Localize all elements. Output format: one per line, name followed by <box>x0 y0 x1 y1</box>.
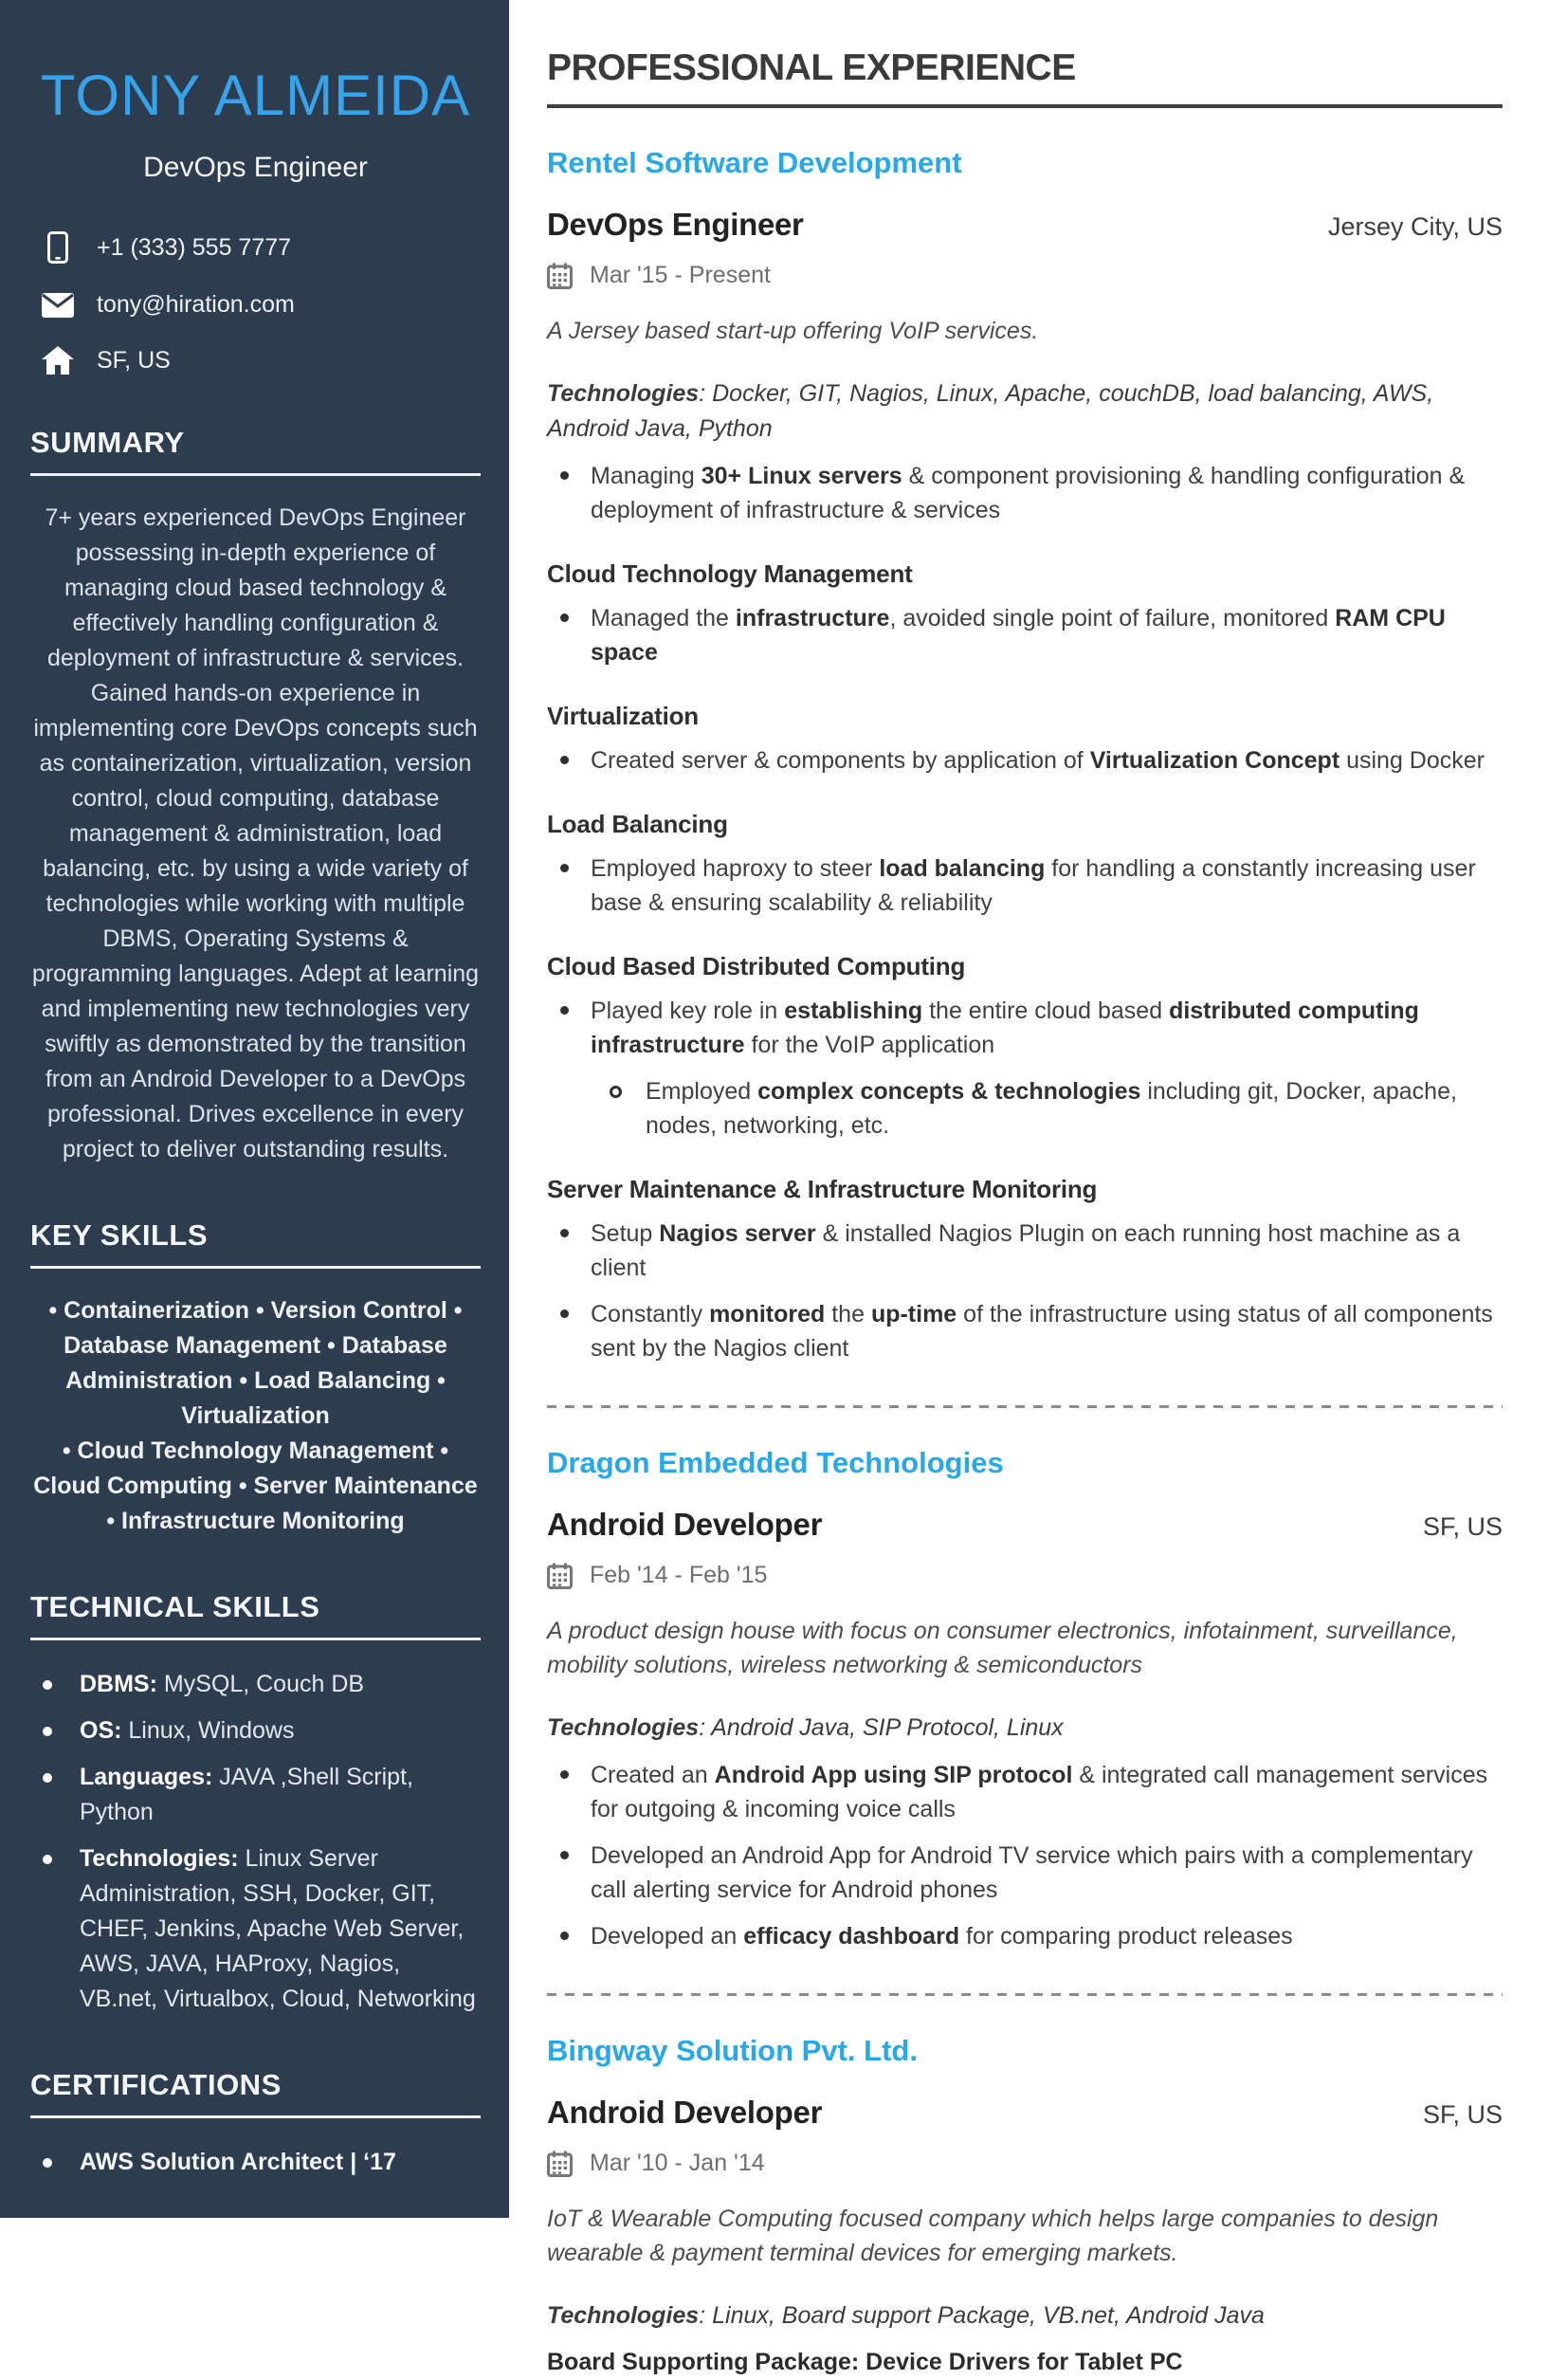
bullet-item <box>547 1839 1503 1907</box>
text: Employed haproxy to steer <box>591 855 880 882</box>
job <box>547 146 1503 1365</box>
date-row <box>547 2150 1503 2177</box>
company-name: Bingway Solution Pvt. Ltd. <box>547 2034 918 2067</box>
text: , avoided single point of failure, monitored <box>889 605 1336 632</box>
bullet-list <box>547 851 1503 920</box>
calendar-icon <box>547 2151 573 2177</box>
role-row <box>547 207 1503 243</box>
text: for comparing product releases <box>959 1923 1293 1950</box>
bullet-list <box>547 601 1503 669</box>
text: Managed the <box>591 605 736 632</box>
phone-icon <box>42 231 74 264</box>
role-row <box>547 1507 1503 1543</box>
home-icon <box>42 346 74 375</box>
text: Created an <box>591 1762 715 1788</box>
summary-text: 7+ years experienced DevOps Engineer possessing in-depth experience of managing cloud based technology & effectively handling configuration & deployment of infrastructure & services. Gained hands-on experience in implementing core DevOps concepts such as containerization, virtualization, version control, cloud computing, database management & administration, load balancing, etc. by using a wide variety of technologies while working with multiple DBMS, Operating Systems & programming languages. Adept at learning and implementing new technologies very swiftly as demonstrated by the transition from an Android Developer to a DevOps professional. Drives excellence in every project to deliver outstanding results. <box>31 504 480 1163</box>
calendar-icon <box>547 1563 573 1589</box>
technical-skill-item <box>30 1760 481 1830</box>
bold-footer-line: Board Supporting Package: Device Drivers for Tablet PC <box>547 2349 1183 2375</box>
job-dates: Mar '15 - Present <box>590 262 771 288</box>
skill-value: Linux Server Administration, SSH, Docker, GIT, CHEF, Jenkins, Apache Web Server, AWS, JAVA, HAProxy, Nagios, VB.net, Virtualbox, Cloud, Networking <box>80 1845 476 2012</box>
bullet-group-title: Load Balancing <box>547 810 728 838</box>
job-location: Jersey City, US <box>1327 212 1503 241</box>
contact-block <box>30 231 481 375</box>
candidate-name: TONY ALMEIDA <box>40 64 471 127</box>
text: Setup <box>591 1220 660 1247</box>
sidebar <box>0 0 509 2218</box>
bullet-list <box>547 1758 1503 1953</box>
text: the <box>825 1301 871 1327</box>
technical-skill-item <box>30 1841 481 2017</box>
role-row <box>547 2095 1503 2131</box>
technical-skills-section <box>30 1590 481 2017</box>
job-location: SF, US <box>1422 2100 1503 2129</box>
bold-text: monitored <box>709 1301 826 1327</box>
technical-skill-item <box>30 1713 481 1748</box>
technologies-label: Technologies <box>547 1714 700 1741</box>
bullet-item <box>547 1758 1503 1826</box>
text: & installed Nagios Plugin on each running host machine as a client <box>591 1220 1461 1281</box>
date-row <box>547 262 1503 289</box>
calendar-icon <box>547 263 573 289</box>
bullet-item <box>547 1074 1503 1143</box>
technologies-line <box>547 2298 1503 2334</box>
mail-icon <box>42 293 74 318</box>
technologies-value: : Docker, GIT, Nagios, Linux, Apache, couchDB, load balancing, AWS, Android Java, Python <box>547 380 1434 442</box>
bullet-item <box>547 994 1503 1062</box>
certifications-heading: CERTIFICATIONS <box>30 2068 481 2118</box>
job-dates: Feb '14 - Feb '15 <box>590 1562 768 1588</box>
text: Developed an <box>591 1923 744 1950</box>
bullet-group-title: Virtualization <box>547 702 699 730</box>
text: including git, Docker, apache, nodes, networking, etc. <box>646 1078 1457 1139</box>
technologies-label: Technologies <box>547 380 700 407</box>
bold-text: distributed computing infrastructure <box>591 998 1419 1058</box>
dashed-divider <box>547 1993 1503 1996</box>
bullet-item <box>547 601 1503 669</box>
bold-text: up-time <box>870 1301 957 1327</box>
text: for handling a constantly increasing user base & ensuring scalability & reliability <box>591 855 1476 916</box>
bullet-item <box>547 459 1503 527</box>
skill-label: Languages: <box>80 1764 213 1790</box>
text: Constantly <box>591 1301 710 1327</box>
main-content <box>509 0 1567 2375</box>
technologies-value: : Android Java, SIP Protocol, Linux <box>699 1714 1064 1741</box>
bullet-list <box>547 459 1503 527</box>
key-skills-list <box>30 1293 481 1539</box>
certifications-list <box>30 2145 481 2180</box>
key-skills-section <box>30 1218 481 1539</box>
company-description: A product design house with focus on consumer electronics, infotainment, surveillance, mobility solutions, wireless networking & semiconductors <box>547 1618 1458 1678</box>
text: & integrated call management services for outgoing & incoming voice calls <box>591 1762 1488 1822</box>
skill-label: OS: <box>80 1717 122 1744</box>
bold-text: RAM CPU space <box>591 605 1446 666</box>
bullet-item <box>547 1297 1503 1365</box>
job <box>547 1446 1503 1953</box>
text: Developed an Android App for Android TV service which pairs with a complementary call alerting service for Android phones <box>591 1842 1473 1903</box>
bold-text: load balancing <box>879 855 1046 882</box>
bold-text: Nagios server <box>659 1220 816 1247</box>
bullet-item <box>547 1217 1503 1285</box>
dashed-divider <box>547 1405 1503 1408</box>
bold-text: infrastructure <box>735 605 890 632</box>
skill-label: Technologies: <box>80 1845 239 1872</box>
company-name: Dragon Embedded Technologies <box>547 1446 1004 1479</box>
key-skills-group: • Cloud Technology Management • Cloud Computing • Server Maintenance • Infrastructure Monitoring <box>33 1437 478 1534</box>
candidate-job-title: DevOps Engineer <box>143 152 368 183</box>
bold-text: complex concepts & technologies <box>757 1078 1141 1105</box>
text: for the VoIP application <box>744 1032 995 1058</box>
technologies-line <box>547 1711 1503 1746</box>
company-name: Rentel Software Development <box>547 146 962 179</box>
date-row <box>547 1562 1503 1589</box>
key-skills-group: • Containerization • Version Control • Database Management • Database Administration • Load Balancing • Virtualization <box>48 1297 463 1429</box>
bullet-group-title: Cloud Technology Management <box>547 559 913 588</box>
email-text: tony@hiration.com <box>97 291 295 318</box>
text: of the infrastructure using status of all components sent by the Nagios client <box>591 1301 1493 1362</box>
phone-text: +1 (333) 555 7777 <box>97 233 292 261</box>
bold-text: Virtualization Concept <box>1089 747 1340 774</box>
text: the entire cloud based <box>922 998 1170 1024</box>
phone-row <box>30 231 481 264</box>
certification-item <box>30 2145 481 2180</box>
technologies-label: Technologies <box>547 2302 700 2329</box>
bold-text: efficacy dashboard <box>743 1923 960 1950</box>
job-role: Android Developer <box>547 2095 823 2130</box>
bold-text: establishing <box>784 998 923 1024</box>
bullet-group-title: Server Maintenance & Infrastructure Monitoring <box>547 1175 1098 1203</box>
technologies-value: : Linux, Board support Package, VB.net, Android Java <box>699 2302 1265 2329</box>
company-description: A Jersey based start-up offering VoIP services. <box>547 318 1039 344</box>
summary-section <box>30 426 481 1167</box>
technologies-line <box>547 376 1503 447</box>
job-dates: Mar '10 - Jan '14 <box>590 2150 765 2176</box>
skill-label: DBMS: <box>80 1671 157 1697</box>
email-row <box>30 291 481 319</box>
skill-value: Linux, Windows <box>121 1717 295 1744</box>
certifications-section <box>30 2068 481 2180</box>
bullet-list <box>547 994 1503 1143</box>
jobs <box>547 146 1503 2380</box>
job-location: SF, US <box>1422 1512 1503 1541</box>
technical-skills-heading: TECHNICAL SKILLS <box>30 1590 481 1640</box>
location-row <box>30 346 481 375</box>
text: Managing <box>591 463 702 489</box>
job-role: Android Developer <box>547 1507 823 1542</box>
summary-heading: SUMMARY <box>30 426 481 476</box>
bullet-item <box>547 851 1503 920</box>
text: & component provisioning & handling configuration & deployment of infrastructure & services <box>591 463 1466 523</box>
key-skills-heading: KEY SKILLS <box>30 1218 481 1269</box>
skill-value: JAVA ,Shell Script, Python <box>80 1764 413 1825</box>
job <box>547 2034 1503 2380</box>
text: using Docker <box>1339 747 1485 774</box>
text: Played key role in <box>591 998 785 1024</box>
skill-value: MySQL, Couch DB <box>156 1671 365 1697</box>
certification-text: AWS Solution Architect | ‘17 <box>80 2149 396 2175</box>
job-role: DevOps Engineer <box>547 207 804 242</box>
bullet-item <box>547 743 1503 778</box>
bullet-group-title: Cloud Based Distributed Computing <box>547 952 966 980</box>
experience-heading: PROFESSIONAL EXPERIENCE <box>547 47 1503 108</box>
bullet-item <box>547 1919 1503 1953</box>
bold-text: 30+ Linux servers <box>701 463 902 489</box>
bullet-list <box>547 743 1503 778</box>
bullet-list <box>547 1217 1503 1365</box>
location-text: SF, US <box>97 346 171 374</box>
technical-skills-list <box>30 1667 481 2017</box>
company-description: IoT & Wearable Computing focused company which helps large companies to design wearable & payment terminal devices for emerging markets. <box>547 2206 1439 2266</box>
bold-text: Android App using SIP protocol <box>714 1762 1073 1788</box>
text: Created server & components by application of <box>591 747 1090 774</box>
technical-skill-item <box>30 1667 481 1702</box>
text: Employed <box>646 1078 758 1105</box>
